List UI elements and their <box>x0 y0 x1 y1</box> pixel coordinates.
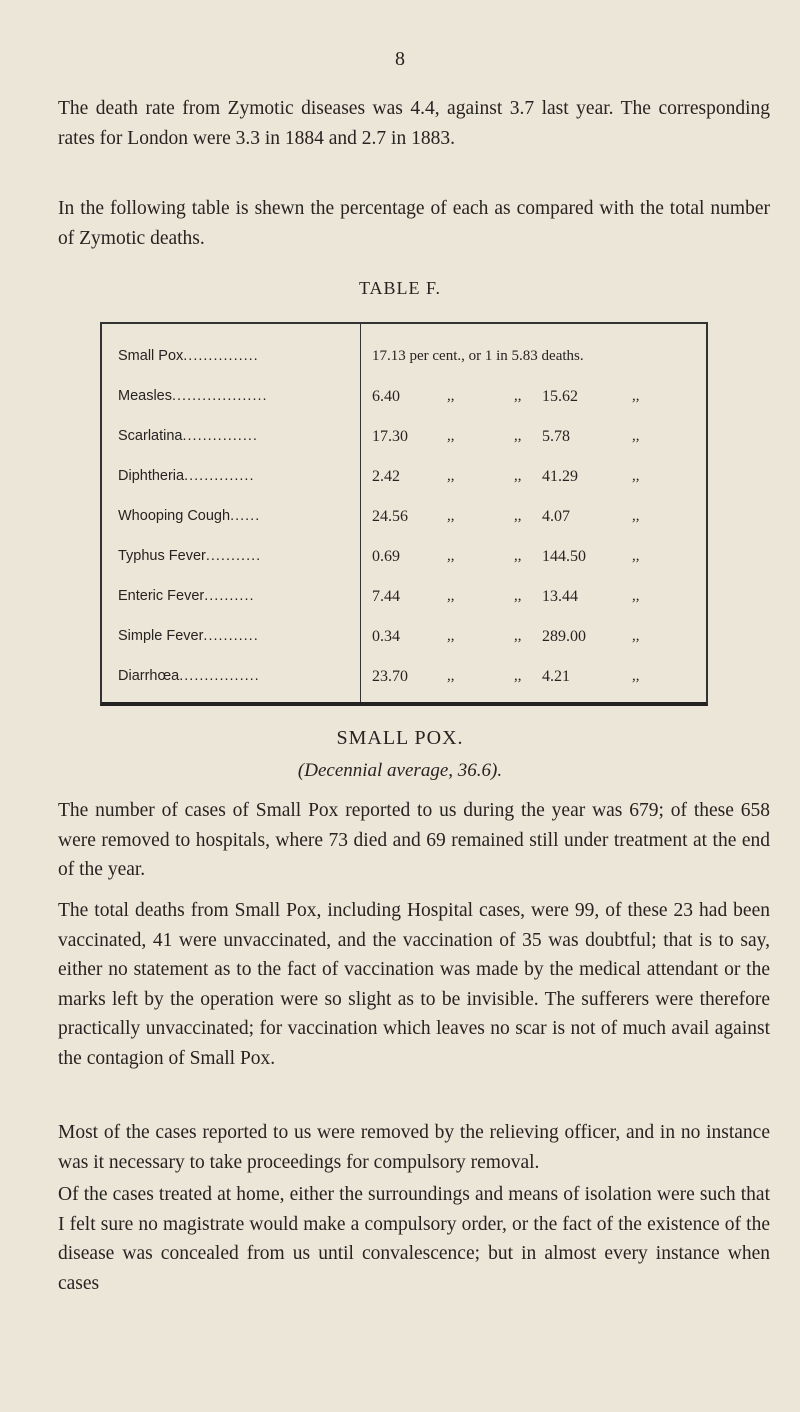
ditto-mark: ,, <box>514 428 522 444</box>
row-name: Measles................... <box>118 388 268 404</box>
ditto-mark: ,, <box>632 468 640 484</box>
row-percent: 24.56 <box>372 508 408 525</box>
ditto-mark: ,, <box>632 508 640 524</box>
ditto-mark: ,, <box>632 428 640 444</box>
ditto-mark: ,, <box>632 388 640 404</box>
row-name: Scarlatina............... <box>118 428 258 444</box>
section-paragraph-3: Most of the cases reported to us were removed by the relieving officer, and in no instance was it necessary to take proceedings for compulsory removal. <box>58 1122 770 1173</box>
section-heading: SMALL POX. <box>336 727 464 749</box>
ditto-mark: ,, <box>447 508 455 524</box>
row-ratio: 144.50 <box>542 548 586 565</box>
row-ratio: 4.07 <box>542 508 570 525</box>
section-paragraph-1: The number of cases of Small Pox reported to us during the year was 679; of these 658 were removed to hospitals, where 73 died and 69 remained still under treatment at the end of the year. <box>58 800 770 880</box>
table-row <box>102 462 706 502</box>
row-name: Enteric Fever.......... <box>118 588 255 604</box>
table-title: TABLE F. <box>358 278 442 298</box>
intro-paragraph-2: In the following table is shewn the percentage of each as compared with the total number of Zymotic deaths. <box>58 198 770 249</box>
table-row <box>102 662 706 702</box>
ditto-mark: ,, <box>514 548 522 564</box>
ditto-mark: ,, <box>514 508 522 524</box>
table-row <box>102 622 706 662</box>
section-paragraph-4: Of the cases treated at home, either the surroundings and means of isolation were such that I felt sure no magistrate would make a compulsory order, or the fact of the existence of the disease was concealed from us until convalescence; but in almost every instance when cases <box>58 1184 770 1294</box>
row-name: Typhus Fever........... <box>118 548 262 564</box>
page-number: 8 <box>395 48 405 70</box>
row-name: Small Pox............... <box>118 348 259 364</box>
row-percent: 7.44 <box>372 588 400 605</box>
ditto-mark: ,, <box>447 388 455 404</box>
row-percent: 2.42 <box>372 468 400 485</box>
row-percent: 17.30 <box>372 428 408 445</box>
table-row <box>102 422 706 462</box>
row-percent: 6.40 <box>372 388 400 405</box>
ditto-mark: ,, <box>514 388 522 404</box>
row-ratio: 41.29 <box>542 468 578 485</box>
ditto-mark: ,, <box>632 668 640 684</box>
intro-paragraph-1: The death rate from Zymotic diseases was 4.4, against 3.7 last year. The corresponding rates for London were 3.3 in 1884 and 2.7 in 1883. <box>58 98 770 149</box>
ditto-mark: ,, <box>447 428 455 444</box>
ditto-mark: ,, <box>514 628 522 644</box>
ditto-mark: ,, <box>447 468 455 484</box>
row-name: Diphtheria.............. <box>118 468 255 484</box>
section-paragraph-2: The total deaths from Small Pox, including Hospital cases, were 99, of these 23 had been vaccinated, 41 were unvaccinated, and the vaccination of 35 was doubtful; that is to say, either no statement as to the fact of vaccination was made by the medical attendant or the marks left by the operation were so slight as to be invisible. The sufferers were therefore practically unvaccinated; for vaccination which leaves no scar is not of much avail against the contagion of Small Pox. <box>58 900 770 1069</box>
row-ratio: 13.44 <box>542 588 578 605</box>
table-row-small-pox <box>102 342 706 382</box>
table-f <box>100 322 708 706</box>
table-row <box>102 502 706 542</box>
row-name: Whooping Cough...... <box>118 508 261 524</box>
row-ratio: 4.21 <box>542 668 570 685</box>
ditto-mark: ,, <box>632 548 640 564</box>
row-ratio: 5.78 <box>542 428 570 445</box>
row-ratio: 15.62 <box>542 388 578 405</box>
row-summary: 17.13 per cent., or 1 in 5.83 deaths. <box>372 348 584 364</box>
ditto-mark: ,, <box>447 588 455 604</box>
row-name: Diarrhœa................ <box>118 668 260 684</box>
ditto-mark: ,, <box>447 668 455 684</box>
ditto-mark: ,, <box>632 588 640 604</box>
ditto-mark: ,, <box>447 628 455 644</box>
ditto-mark: ,, <box>632 628 640 644</box>
row-percent: 23.70 <box>372 668 408 685</box>
section-subheading: (Decennial average, 36.6). <box>297 760 503 781</box>
row-ratio: 289.00 <box>542 628 586 645</box>
ditto-mark: ,, <box>514 668 522 684</box>
row-name: Simple Fever........... <box>118 628 259 644</box>
table-row <box>102 542 706 582</box>
ditto-mark: ,, <box>514 588 522 604</box>
table-row <box>102 382 706 422</box>
ditto-mark: ,, <box>514 468 522 484</box>
row-percent: 0.34 <box>372 628 400 645</box>
table-row <box>102 582 706 622</box>
ditto-mark: ,, <box>447 548 455 564</box>
row-percent: 0.69 <box>372 548 400 565</box>
